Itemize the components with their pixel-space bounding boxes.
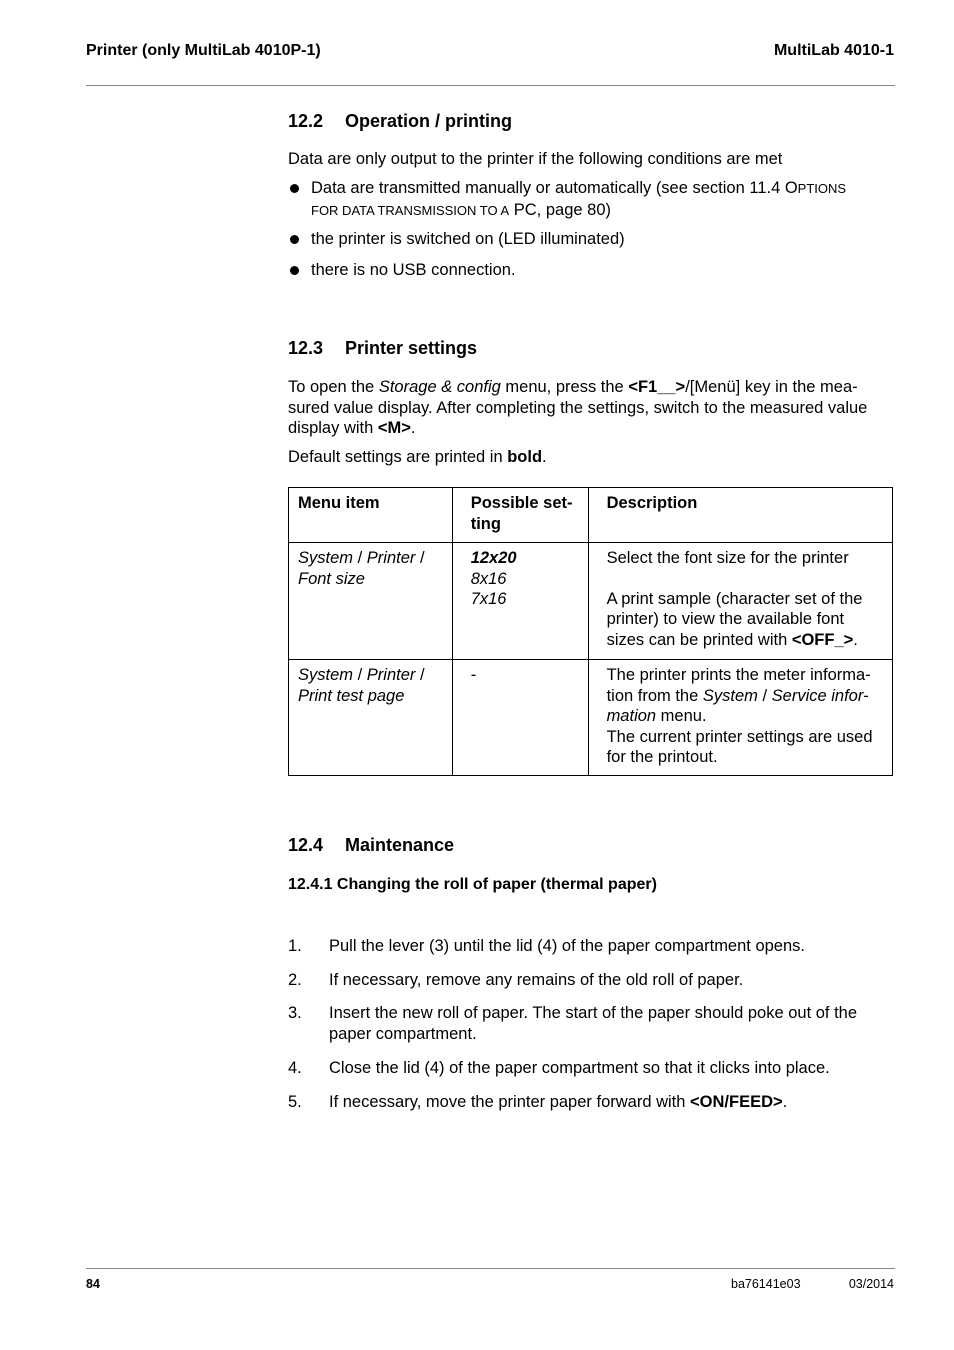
table-cell: - (452, 660, 588, 776)
list-item: 5. If necessary, move the printer paper forward with <ON/FEED>. (288, 1093, 788, 1111)
section-title: Printer settings (345, 338, 478, 358)
table-row (289, 543, 893, 660)
section-heading-12-2 (288, 111, 512, 132)
column-header: Description (588, 488, 892, 543)
document-date: 03/2014 (848, 1277, 894, 1291)
key-label: <ON/FEED> (690, 1093, 783, 1111)
running-header-right: MultiLab 4010-1 (773, 42, 894, 59)
paragraph-default-settings: Default settings are printed in bold. (288, 448, 547, 466)
bullet-item (288, 229, 894, 250)
section-heading-12-4 (288, 835, 454, 856)
table-cell: Select the font size for the printer A print sample (character set of the printer) to view the available font sizes can be printed with <OFF_>. (588, 543, 892, 660)
column-header: Menu item (289, 488, 453, 543)
bullet-text: PC, page 80) (509, 200, 611, 219)
printer-settings-table (288, 487, 893, 776)
section-title: Operation / printing (345, 111, 512, 131)
section-number: 12.4 (288, 835, 324, 855)
column-header: Possible set-ting (452, 488, 588, 543)
table-cell: 12x20 8x16 7x16 (452, 543, 588, 660)
table-cell: System / Printer / Font size (289, 543, 453, 660)
section-heading-12-3 (288, 338, 477, 359)
bullet-smallcaps: PTIONS (797, 181, 847, 196)
running-header-left: Printer (only MultiLab 4010P-1) (86, 42, 321, 59)
table-cell: System / Printer / Print test page (289, 660, 453, 776)
section-number: 12.3 (288, 338, 324, 358)
bullet-item (288, 178, 894, 221)
bullet-text: there is no USB connection. (311, 261, 516, 279)
table-cell: The printer prints the meter informa-tion from the System / Service infor-mation menu. The current printer settings are used for the printout. (588, 660, 892, 776)
paragraph-intro: Data are only output to the printer if the following conditions are met (288, 150, 783, 168)
paragraph-open-menu: To open the Storage & config menu, press the <F1__>/[Menü] key in the mea-sured value display. After completing the settings, switch to the measured value display with <M>. (288, 378, 868, 437)
document-id: ba76141e03 (731, 1277, 801, 1291)
footer-rule (86, 1268, 895, 1269)
list-item: 3. Insert the new roll of paper. The start of the paper should poke out of the paper compartment. (288, 1004, 858, 1043)
bullet-text: the printer is switched on (LED illuminated) (311, 230, 625, 248)
table-header-row (289, 488, 893, 543)
section-title: Maintenance (345, 835, 455, 855)
bullet-smallcaps: FOR DATA TRANSMISSION TO A (311, 202, 510, 218)
bullet-dot-icon (290, 266, 299, 275)
list-item: 1. Pull the lever (3) until the lid (4) of the paper compartment opens. (288, 937, 805, 955)
table-row (289, 660, 893, 776)
header-rule (86, 85, 895, 86)
bullet-text: Data are transmitted manually or automatically (see section 11.4 O (311, 179, 798, 197)
subsection-heading: 12.4.1 Changing the roll of paper (thermal paper) (288, 876, 657, 893)
page-number: 84 (86, 1277, 100, 1291)
key-label: <F1__> (628, 378, 686, 396)
bullet-dot-icon (290, 184, 299, 193)
bullet-dot-icon (290, 235, 299, 244)
section-number: 12.2 (288, 111, 324, 131)
list-item: 2. If necessary, remove any remains of the old roll of paper. (288, 971, 744, 989)
bullet-item (288, 260, 894, 281)
list-item: 4. Close the lid (4) of the paper compartment so that it clicks into place. (288, 1059, 830, 1077)
key-label: <M> (377, 419, 411, 437)
